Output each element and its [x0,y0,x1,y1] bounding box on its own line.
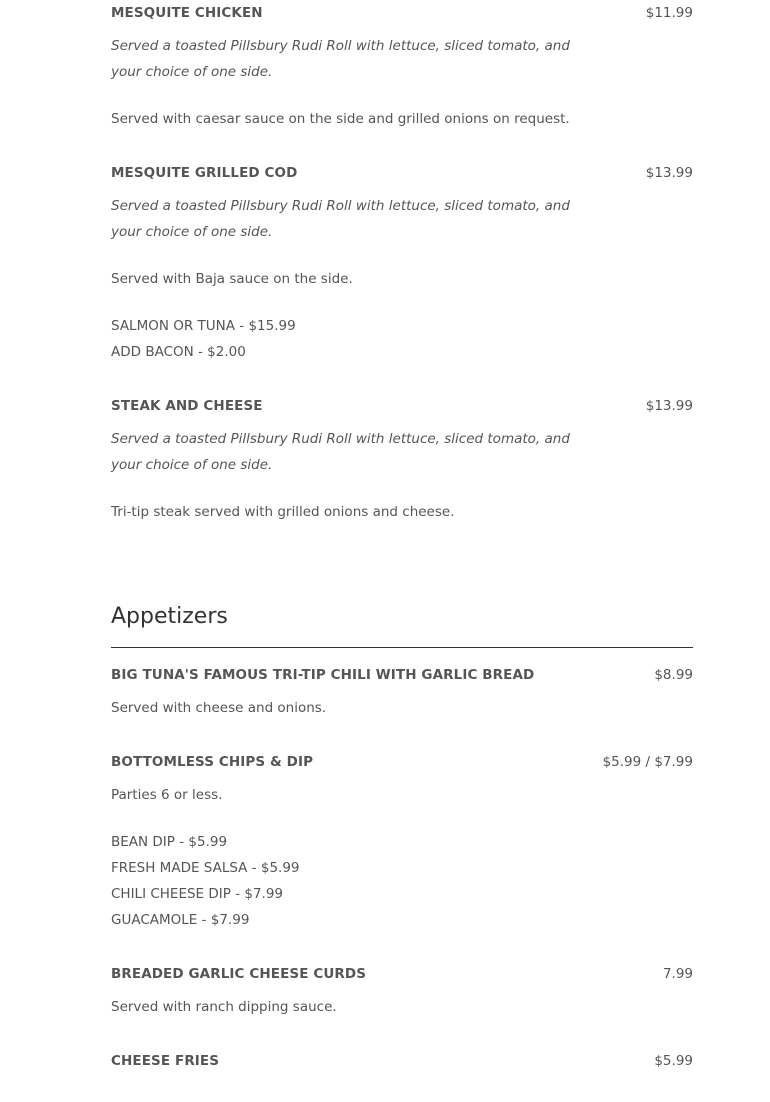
menu-item-description: Parties 6 or less. [111,787,223,803]
menu-item-option: BEAN DIP - $5.99 [111,834,228,850]
menu-item-header [111,662,693,688]
menu-item-description: Served with cheese and onions. [111,700,327,716]
menu-item-options [111,829,693,933]
menu-item-header [111,749,693,775]
menu-item-note: Served a toasted Pillsbury Rudi Roll with lettuce, sliced tomato, and your choice of one side. [111,198,570,240]
menu-item-options [111,313,693,365]
menu-item-name: MESQUITE GRILLED COD [111,165,298,181]
menu-item-name: BIG TUNA'S FAMOUS TRI-TIP CHILI WITH GARLIC BREAD [111,667,535,683]
menu-item-description: Served with caesar sauce on the side and grilled onions on request. [111,111,570,127]
menu-item-price: $13.99 [645,398,693,414]
menu-item-option: GUACAMOLE - $7.99 [111,912,250,928]
menu-item-price: $8.99 [654,667,693,683]
menu-item-name: CHEESE FRIES [111,1053,220,1069]
menu-item-note: Served a toasted Pillsbury Rudi Roll with lettuce, sliced tomato, and your choice of one side. [111,38,570,80]
menu-item-price: 7.99 [662,966,693,982]
menu-item-name: BOTTOMLESS CHIPS & DIP [111,754,314,770]
menu-item [111,662,693,721]
menu-item-header [111,961,693,987]
menu-item [111,160,693,365]
menu-item [111,393,693,525]
menu-item-name: BREADED GARLIC CHEESE CURDS [111,966,367,982]
menu-item-option: SALMON OR TUNA - $15.99 [111,318,296,334]
menu-item-description: Tri-tip steak served with grilled onions and cheese. [111,504,455,520]
menu-item-header [111,393,693,419]
menu-item-header [111,160,693,186]
menu-item-price: $5.99 / $7.99 [602,754,693,770]
menu-item-option: ADD BACON - $2.00 [111,344,246,360]
menu-item [111,0,693,132]
menu-item-name: STEAK AND CHEESE [111,398,263,414]
menu-content [111,0,693,1102]
menu-item-price: $5.99 [654,1053,693,1069]
menu-item [111,749,693,933]
menu-item-option: FRESH MADE SALSA - $5.99 [111,860,300,876]
menu-item [111,961,693,1020]
menu-item-price: $13.99 [645,165,693,181]
section-title-appetizers: Appetizers [111,601,693,648]
menu-item-note: Served a toasted Pillsbury Rudi Roll with lettuce, sliced tomato, and your choice of one side. [111,431,570,473]
menu-item-description: Served with Baja sauce on the side. [111,271,353,287]
menu-item-option: CHILI CHEESE DIP - $7.99 [111,886,283,902]
menu-item-description: Served with ranch dipping sauce. [111,999,337,1015]
menu-item [111,1048,693,1074]
menu-item-name: MESQUITE CHICKEN [111,5,263,21]
menu-item-header [111,0,693,26]
menu-item-header [111,1048,693,1074]
menu-item-price: $11.99 [645,5,693,21]
